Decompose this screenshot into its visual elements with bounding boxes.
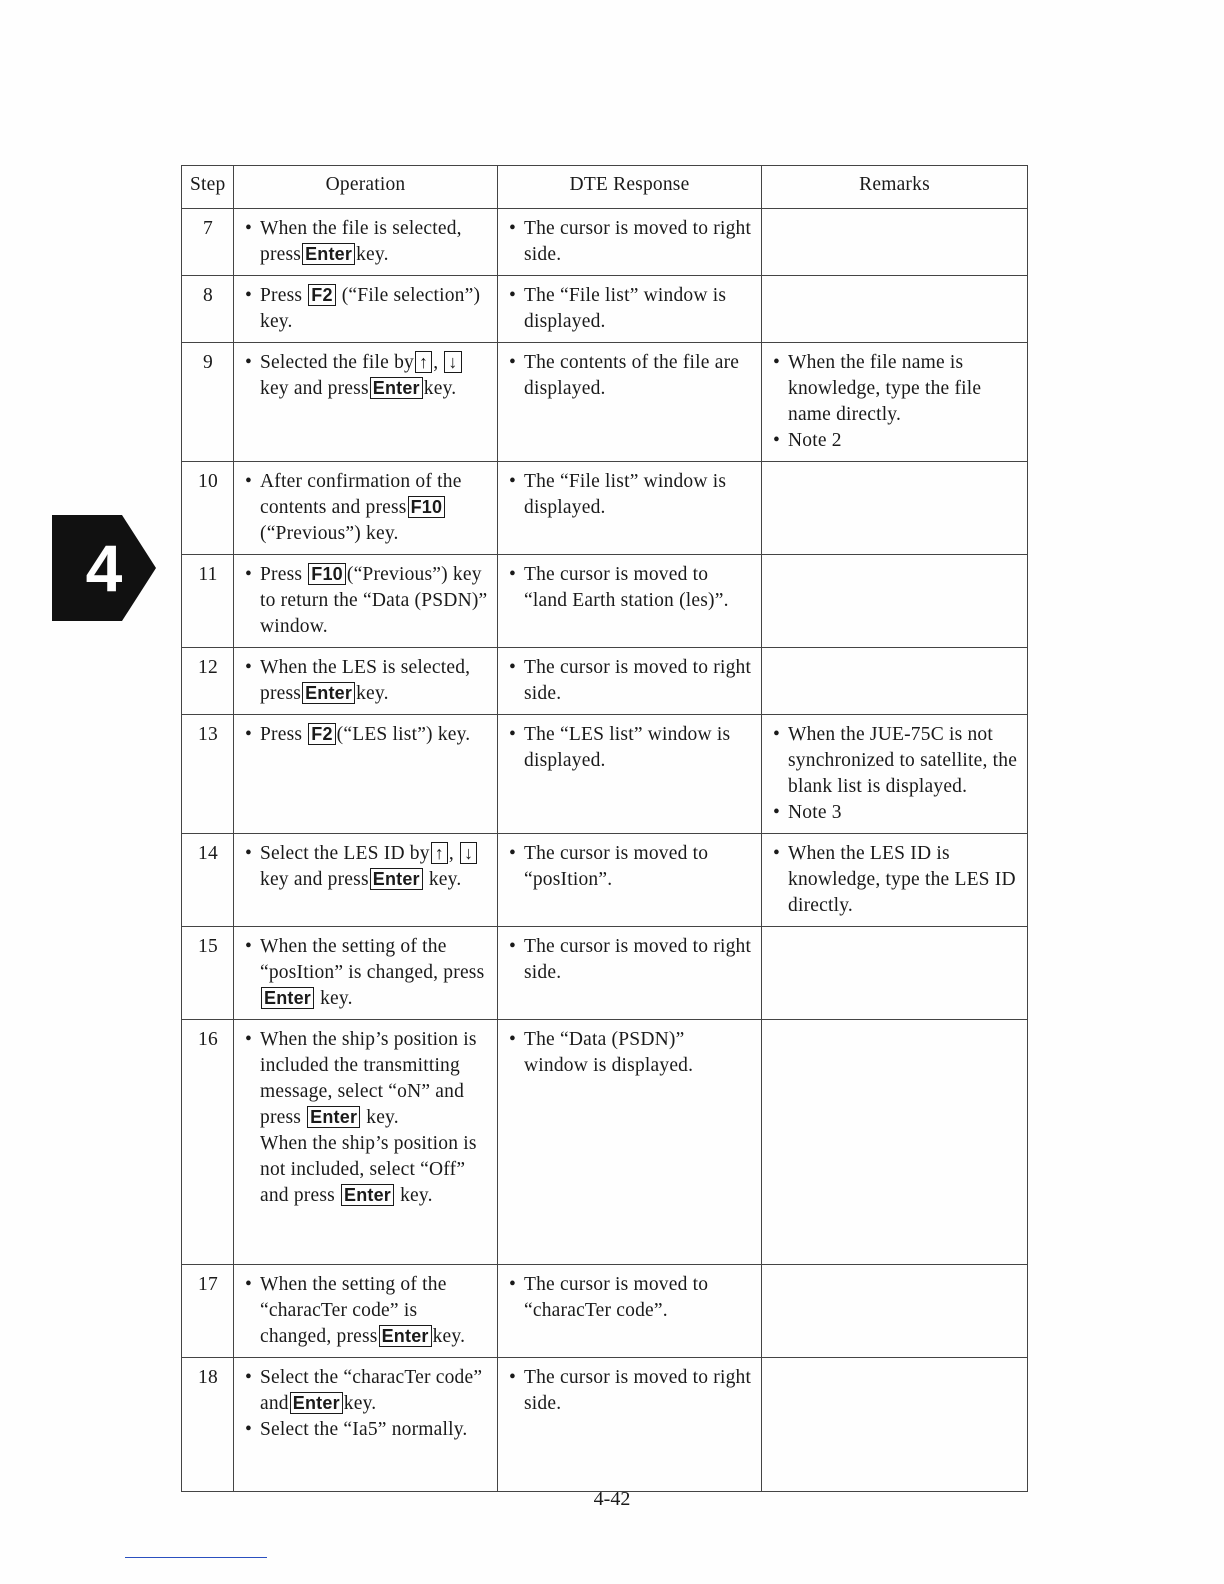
operation-item: • When the ship’s position is included the transmitting message, select “oN” and press Enter key. When the ship’s position is not included, select “Off” and press Enter key. — [243, 1027, 489, 1209]
operation-item: • Press F2 (“File selection”) key. — [243, 283, 489, 335]
operation-item: • When the LES is selected, press Enter key. — [243, 655, 489, 707]
step-number: 11 — [182, 555, 234, 648]
table-row — [182, 648, 1028, 715]
enter-key-icon: Enter — [302, 243, 355, 265]
operation-item: • Select the “characTer code” and Enter key. — [243, 1365, 489, 1417]
operation-cell — [234, 1358, 498, 1492]
operation-item: • Select the “Ia5” normally. — [243, 1417, 489, 1443]
operation-item: • When the file is selected, press Enter key. — [243, 216, 489, 268]
remarks-item: • When the LES ID is knowledge, type the LES ID directly. — [771, 841, 1019, 919]
table-row — [182, 1265, 1028, 1358]
operation-cell — [234, 209, 498, 276]
step-number: 12 — [182, 648, 234, 715]
remarks-item: • Note 3 — [771, 800, 1019, 826]
operation-item: • Press F2 (“LES list”) key. — [243, 722, 489, 748]
operation-item: • Selected the file by ↑ , ↓ key and press Enter key. — [243, 350, 489, 402]
remarks-cell — [762, 343, 1028, 462]
operation-cell — [234, 834, 498, 927]
f10-key-icon: F10 — [408, 496, 446, 518]
table-row — [182, 343, 1028, 462]
step-number: 18 — [182, 1358, 234, 1492]
response-cell — [498, 462, 762, 555]
response-item: • The cursor is moved to “posItion”. — [507, 841, 753, 893]
response-cell — [498, 343, 762, 462]
response-item: • The cursor is moved to “land Earth station (les)”. — [507, 562, 753, 614]
header-dte-response: DTE Response — [498, 166, 762, 209]
response-item: • The “Data (PSDN)” window is displayed. — [507, 1027, 753, 1079]
operation-cell — [234, 715, 498, 834]
remarks-item: • Note 2 — [771, 428, 1019, 454]
footer-divider — [125, 1557, 267, 1558]
remarks-cell — [762, 1020, 1028, 1265]
remarks-item: • When the file name is knowledge, type the file name directly. — [771, 350, 1019, 428]
remarks-cell — [762, 462, 1028, 555]
remarks-cell — [762, 927, 1028, 1020]
step-number: 17 — [182, 1265, 234, 1358]
enter-key-icon: Enter — [341, 1184, 394, 1206]
down-arrow-key-icon: ↓ — [444, 351, 461, 373]
remarks-cell — [762, 715, 1028, 834]
table-row — [182, 276, 1028, 343]
table-row — [182, 1358, 1028, 1492]
table-row — [182, 555, 1028, 648]
step-number: 16 — [182, 1020, 234, 1265]
operation-cell — [234, 462, 498, 555]
operation-cell — [234, 555, 498, 648]
table-row — [182, 927, 1028, 1020]
header-step: Step — [182, 166, 234, 209]
response-cell — [498, 555, 762, 648]
enter-key-icon: Enter — [379, 1325, 432, 1347]
remarks-cell — [762, 648, 1028, 715]
header-remarks: Remarks — [762, 166, 1028, 209]
page-number: 4-42 — [593, 1488, 631, 1510]
operation-cell — [234, 1265, 498, 1358]
response-cell — [498, 715, 762, 834]
remarks-cell — [762, 834, 1028, 927]
step-number: 7 — [182, 209, 234, 276]
step-number: 15 — [182, 927, 234, 1020]
response-cell — [498, 1358, 762, 1492]
enter-key-icon: Enter — [261, 987, 314, 1009]
response-item: • The cursor is moved to “characTer code”. — [507, 1272, 753, 1324]
response-cell — [498, 1265, 762, 1358]
response-item: • The cursor is moved to right side. — [507, 216, 753, 268]
step-number: 8 — [182, 276, 234, 343]
header-operation: Operation — [234, 166, 498, 209]
remarks-cell — [762, 1265, 1028, 1358]
chapter-tab-shape — [52, 515, 156, 621]
response-item: • The “File list” window is displayed. — [507, 283, 753, 335]
step-number: 14 — [182, 834, 234, 927]
operation-item: • Press F10 (“Previous”) key to return the “Data (PSDN)” window. — [243, 562, 489, 640]
table-row — [182, 1020, 1028, 1265]
up-arrow-key-icon: ↑ — [431, 842, 448, 864]
response-cell — [498, 648, 762, 715]
operation-item: • After confirmation of the contents and press F10 (“Previous”) key. — [243, 469, 489, 547]
enter-key-icon: Enter — [370, 868, 423, 890]
operation-item: • Select the LES ID by ↑ , ↓ key and press Enter key. — [243, 841, 489, 893]
chapter-number: 4 — [85, 531, 123, 605]
enter-key-icon: Enter — [290, 1392, 343, 1414]
operation-item: • When the setting of the “characTer code” is changed, press Enter key. — [243, 1272, 489, 1350]
remarks-cell — [762, 1358, 1028, 1492]
operation-cell — [234, 276, 498, 343]
enter-key-icon: Enter — [307, 1106, 360, 1128]
f2-key-icon: F2 — [308, 284, 335, 306]
remarks-cell — [762, 555, 1028, 648]
table-row — [182, 834, 1028, 927]
response-cell — [498, 276, 762, 343]
step-number: 10 — [182, 462, 234, 555]
chapter-tab — [52, 515, 156, 621]
operation-cell — [234, 648, 498, 715]
up-arrow-key-icon: ↑ — [415, 351, 432, 373]
operation-table — [181, 165, 1028, 1492]
remarks-item: • When the JUE-75C is not synchronized to satellite, the blank list is displayed. — [771, 722, 1019, 800]
table-header-row — [182, 166, 1028, 209]
step-number: 9 — [182, 343, 234, 462]
response-item: • The cursor is moved to right side. — [507, 934, 753, 986]
table-row — [182, 715, 1028, 834]
f10-key-icon: F10 — [308, 563, 346, 585]
response-cell — [498, 209, 762, 276]
response-cell — [498, 1020, 762, 1265]
response-item: • The “LES list” window is displayed. — [507, 722, 753, 774]
response-cell — [498, 927, 762, 1020]
response-cell — [498, 834, 762, 927]
enter-key-icon: Enter — [302, 682, 355, 704]
operation-item: • When the setting of the “posItion” is changed, pressEnter key. — [243, 934, 489, 1012]
remarks-cell — [762, 209, 1028, 276]
enter-key-icon: Enter — [370, 377, 423, 399]
operation-cell — [234, 927, 498, 1020]
operation-cell — [234, 1020, 498, 1265]
table-row — [182, 462, 1028, 555]
f2-key-icon: F2 — [308, 723, 335, 745]
table-row — [182, 209, 1028, 276]
remarks-cell — [762, 276, 1028, 343]
response-item: • The “File list” window is displayed. — [507, 469, 753, 521]
response-item: • The contents of the file are displayed. — [507, 350, 753, 402]
response-item: • The cursor is moved to right side. — [507, 655, 753, 707]
down-arrow-key-icon: ↓ — [460, 842, 477, 864]
operation-cell — [234, 343, 498, 462]
response-item: • The cursor is moved to right side. — [507, 1365, 753, 1417]
step-number: 13 — [182, 715, 234, 834]
